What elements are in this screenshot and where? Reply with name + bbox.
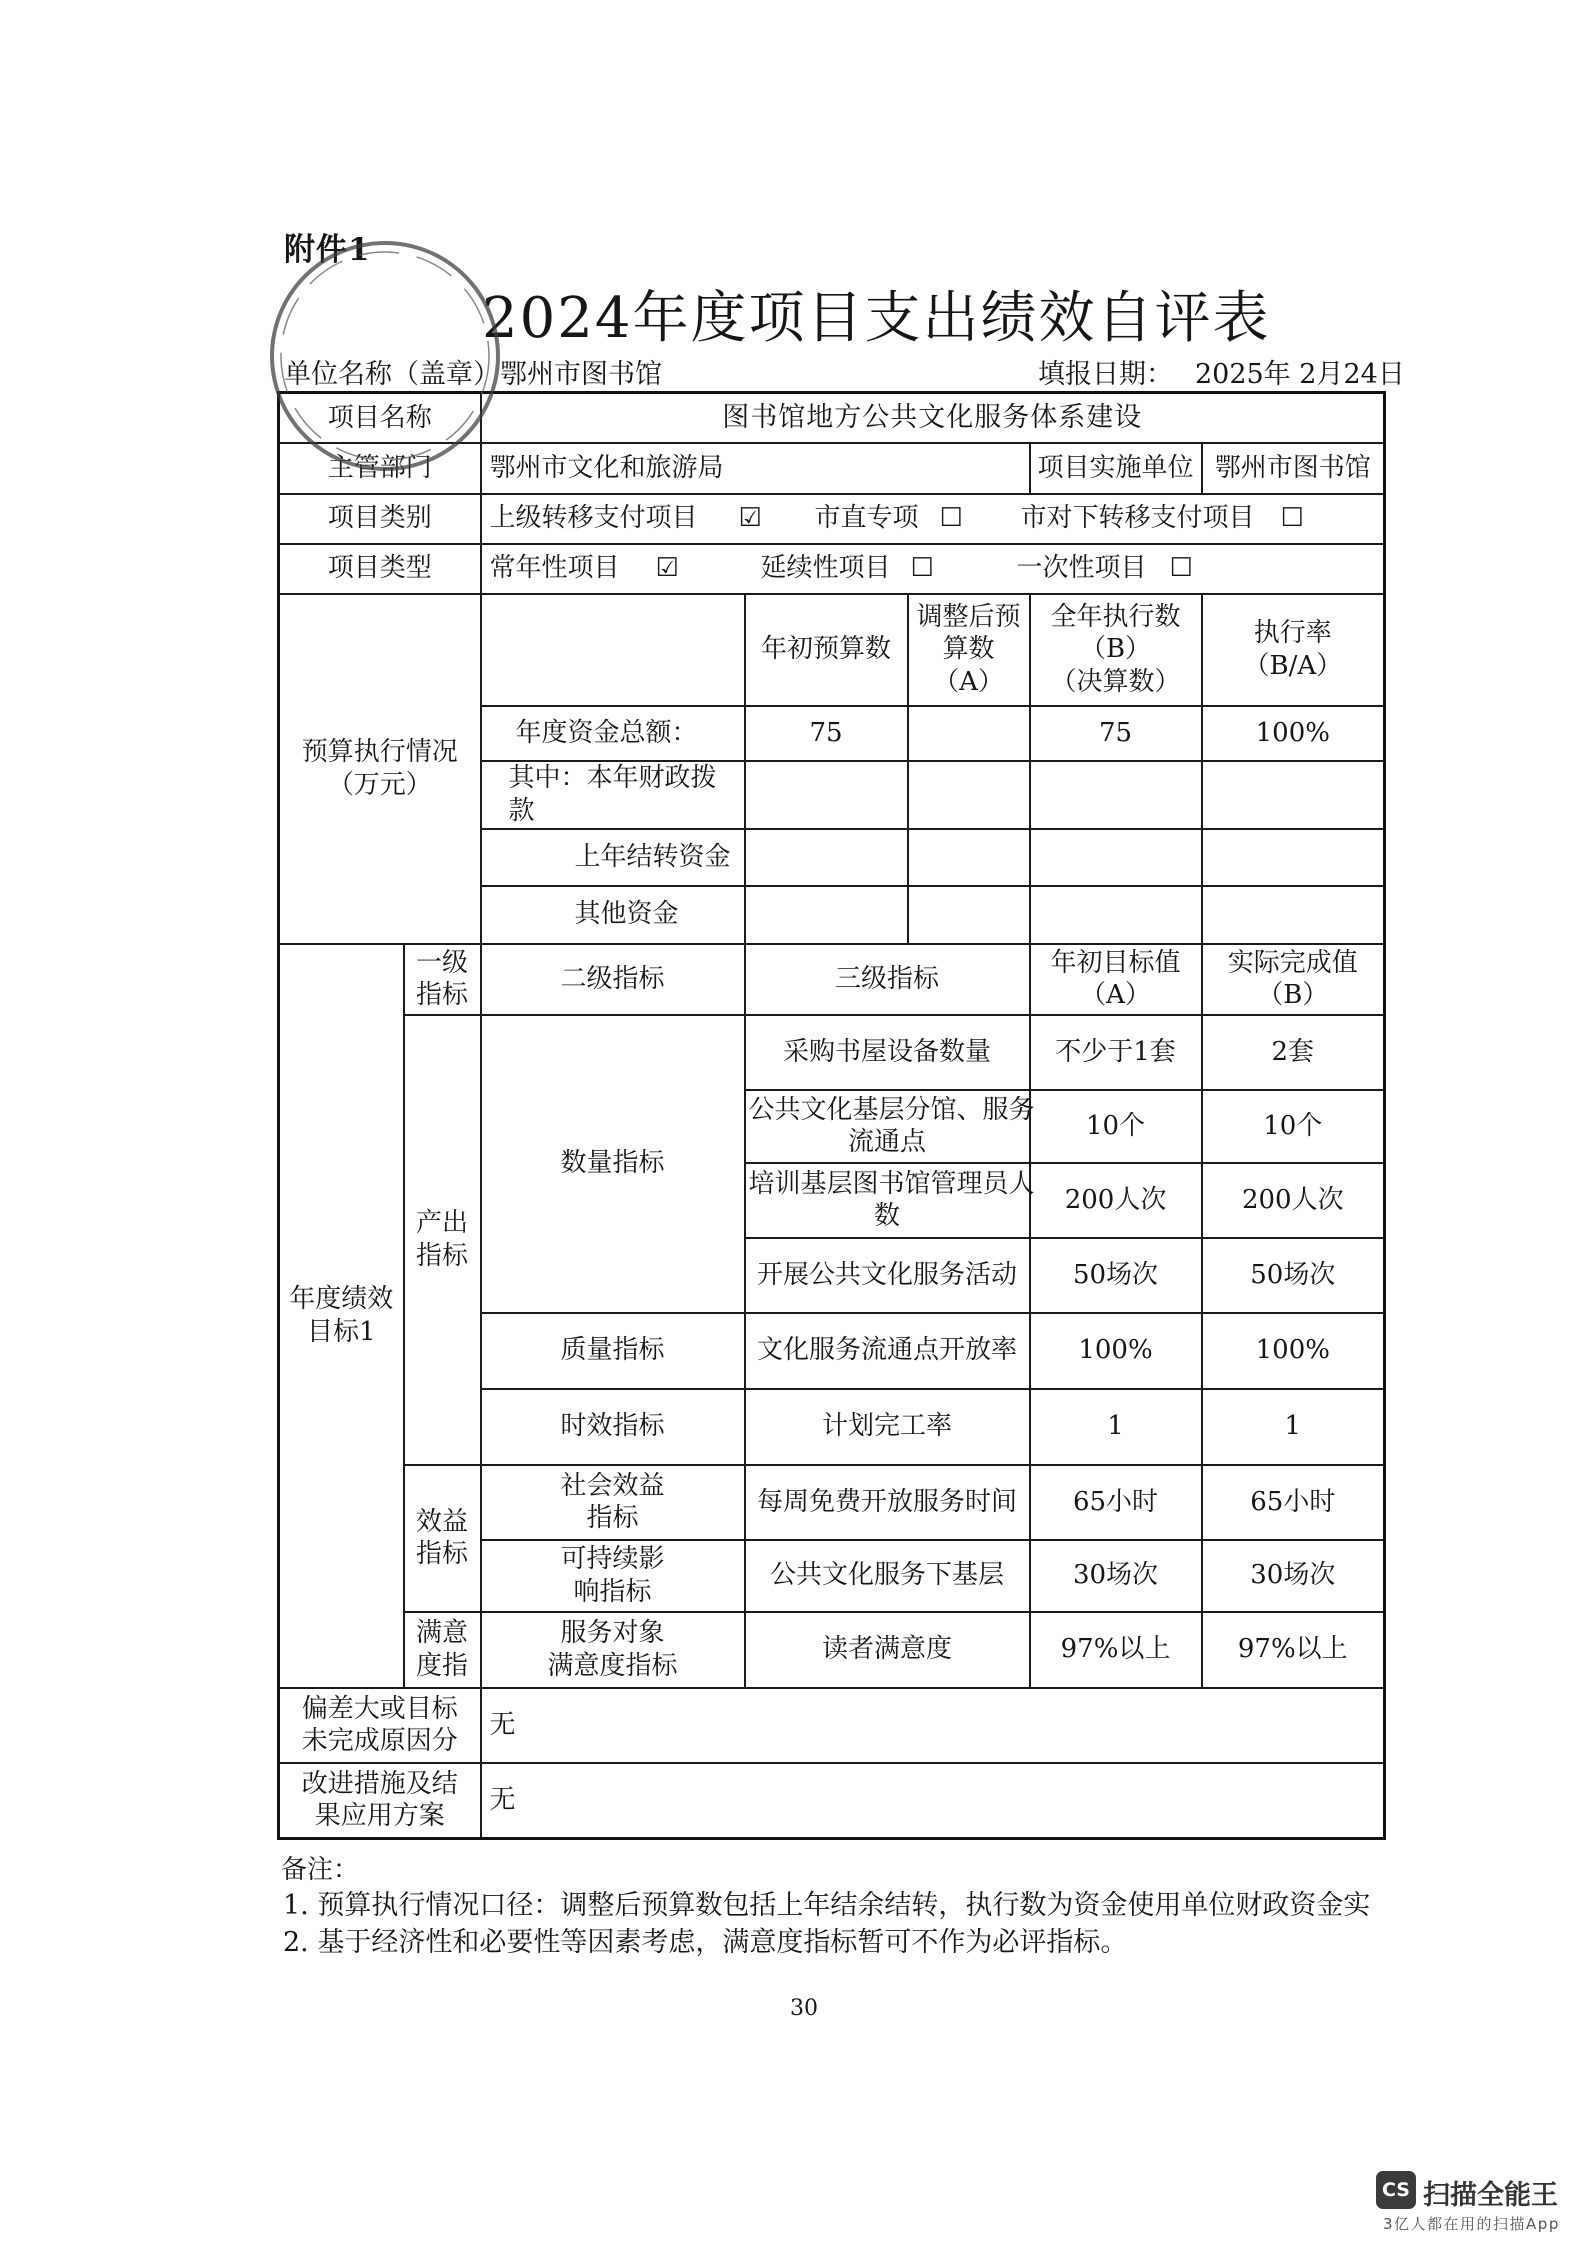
department-label: 主管部门 <box>279 443 481 494</box>
unit-label: 单位名称（盖章） <box>284 359 500 390</box>
label-line: 果应用方案 <box>314 1801 445 1832</box>
target-value: 50场次 <box>1030 1238 1202 1313</box>
indicator-name <box>745 1090 1035 1163</box>
actual-value: 2套 <box>1202 1015 1385 1090</box>
improvement-value: 无 <box>481 1763 1385 1839</box>
quality-indicator-label: 质量指标 <box>481 1313 745 1389</box>
label-line: 满意 <box>416 1618 469 1648</box>
cell <box>745 829 908 886</box>
budget-label <box>279 594 481 944</box>
empty-box-icon: ☐ <box>910 553 934 583</box>
checked-box-icon: ☑ <box>738 503 762 533</box>
empty-box-icon: ☐ <box>1169 553 1193 583</box>
empty-box-icon: ☐ <box>939 503 963 533</box>
header-target <box>1030 944 1202 1015</box>
cell <box>1202 829 1385 886</box>
header-line: 一级 <box>416 947 469 978</box>
date-value: 2025年 2月24日 <box>1195 359 1405 390</box>
total-initial-value: 75 <box>745 706 908 761</box>
target-value: 65小时 <box>1030 1465 1202 1540</box>
header-line: （B） <box>1257 980 1329 1010</box>
header-line: 年初目标值 <box>1050 947 1181 978</box>
indicator-name <box>745 1163 1035 1238</box>
actual-value: 50场次 <box>1202 1238 1385 1313</box>
type-option-text: 常年性项目 <box>489 553 620 583</box>
label-line: 可持续影 <box>560 1544 665 1574</box>
page-title: 2024年度项目支出绩效自评表 <box>482 286 1271 351</box>
header-line: 全年执行数 <box>1050 601 1181 632</box>
header-adjusted-budget <box>908 594 1030 706</box>
page-number: 30 <box>790 1996 818 2021</box>
seal-inner-ring <box>281 252 489 460</box>
type-option-text: 一次性项目 <box>1016 553 1147 583</box>
deviation-label <box>279 1688 481 1763</box>
camscanner-logo-icon: CS <box>1376 2171 1416 2209</box>
header-execution-rate <box>1202 594 1385 706</box>
label-line: 改进措施及结 <box>301 1768 458 1799</box>
timeliness-indicator-label: 时效指标 <box>481 1389 745 1465</box>
indicator-name: 公共文化服务下基层 <box>745 1540 1030 1612</box>
satisfaction-indicator-label <box>404 1612 481 1688</box>
budget-label-line: 预算执行情况 <box>301 737 458 767</box>
header-line: 实际完成值 <box>1227 947 1358 978</box>
target-value: 不少于1套 <box>1030 1015 1202 1090</box>
actual-value: 100% <box>1202 1313 1385 1389</box>
other-funds-label: 其他资金 <box>481 886 745 944</box>
header-level1 <box>404 944 481 1015</box>
attachment-label: 附件1 <box>284 232 371 268</box>
date-label: 填报日期： <box>1038 359 1173 390</box>
label-line: 款 <box>508 795 535 826</box>
category-option-text: 市直专项 <box>814 503 919 533</box>
label-line: 年度绩效 <box>289 1284 394 1314</box>
header-line: 调整后预 <box>916 601 1021 632</box>
label-line: 未完成原因分 <box>301 1726 458 1756</box>
watermark-tagline: 3亿人都在用的扫描App <box>1383 2215 1560 2233</box>
row-performance-header <box>279 944 1385 1015</box>
implementer-label: 项目实施单位 <box>1030 443 1202 494</box>
target-value: 1 <box>1030 1389 1202 1465</box>
category-option-text: 上级转移支付项目 <box>489 503 698 533</box>
cell <box>1202 886 1385 944</box>
improvement-label <box>279 1763 481 1839</box>
social-benefit-label <box>481 1465 745 1540</box>
row-deviation <box>279 1688 1385 1763</box>
indicator-name: 计划完工率 <box>745 1389 1030 1465</box>
header-level2: 二级指标 <box>481 944 745 1015</box>
indicator-name: 读者满意度 <box>745 1612 1030 1688</box>
actual-value: 30场次 <box>1202 1540 1385 1612</box>
total-executed-value: 75 <box>1030 706 1202 761</box>
performance-label <box>279 944 404 1688</box>
cell <box>1030 886 1202 944</box>
budget-header-blank <box>481 594 745 706</box>
note-line: 1. 预算执行情况口径：调整后预算数包括上年结余结转，执行数为资金使用单位财政资金实 <box>283 1890 1371 1921</box>
cell <box>908 761 1030 829</box>
header-line: （A） <box>1080 980 1151 1010</box>
header-line: （A） <box>933 666 1004 697</box>
actual-value: 97%以上 <box>1202 1612 1385 1688</box>
total-funds-label: 年度资金总额： <box>481 706 745 761</box>
target-value: 10个 <box>1030 1090 1202 1163</box>
cell <box>745 886 908 944</box>
service-satisfaction-label <box>481 1612 745 1688</box>
label-line: 效益 <box>416 1506 469 1537</box>
label-line: 培训基层图书馆管理员人 <box>748 1168 1035 1199</box>
label-line: 服务对象 <box>560 1618 665 1648</box>
actual-value: 200人次 <box>1202 1163 1385 1238</box>
header-line: （B/A） <box>1243 650 1343 681</box>
target-value: 30场次 <box>1030 1540 1202 1612</box>
actual-value: 1 <box>1202 1389 1385 1465</box>
type-options <box>481 544 1385 594</box>
label-line: 产出 <box>416 1208 469 1238</box>
self-evaluation-table <box>277 391 1386 1840</box>
indicator-name: 每周免费开放服务时间 <box>745 1465 1030 1540</box>
cell <box>908 886 1030 944</box>
header-line: （B） <box>1079 634 1152 665</box>
label-line: 数 <box>874 1201 901 1231</box>
fiscal-appropriation-label <box>481 761 745 829</box>
official-seal <box>265 236 505 476</box>
quantity-indicator-label: 数量指标 <box>481 1015 745 1313</box>
category-label: 项目类别 <box>279 494 481 544</box>
header-line: （决算数） <box>1050 666 1181 697</box>
table-row <box>279 1612 1385 1688</box>
table-row <box>279 1015 1385 1090</box>
carryover-funds-label: 上年结转资金 <box>481 829 745 886</box>
sustainable-impact-label <box>481 1540 745 1612</box>
indicator-name: 采购书屋设备数量 <box>745 1015 1030 1090</box>
target-value: 100% <box>1030 1313 1202 1389</box>
category-option-text: 市对下转移支付项目 <box>1020 503 1255 533</box>
header-actual <box>1202 944 1385 1015</box>
budget-label-line: （万元） <box>327 769 432 800</box>
note-line: 2. 基于经济性和必要性等因素考虑，满意度指标暂可不作为必评指标。 <box>283 1927 1128 1958</box>
table-row <box>279 1465 1385 1540</box>
checked-box-icon: ☑ <box>655 553 679 583</box>
indicator-name: 开展公共文化服务活动 <box>745 1238 1030 1313</box>
type-option-text: 延续性项目 <box>760 553 891 583</box>
header-line: 算数 <box>942 634 995 665</box>
row-project-category <box>279 494 1385 544</box>
cell <box>1202 761 1385 829</box>
indicator-name: 文化服务流通点开放率 <box>745 1313 1030 1389</box>
label-line: 指标 <box>586 1503 639 1533</box>
label-line: 其中：本年财政拨 <box>508 763 717 793</box>
benefit-indicator-label <box>404 1465 481 1612</box>
label-line: 公共文化基层分馆、服务 <box>748 1094 1035 1125</box>
cell <box>1030 761 1202 829</box>
row-project-type <box>279 544 1385 594</box>
output-indicator-label <box>404 1015 481 1465</box>
label-line: 偏差大或目标 <box>301 1693 458 1724</box>
watermark-brand: 扫描全能王 <box>1423 2180 1558 2211</box>
label-line: 社会效益 <box>560 1470 665 1501</box>
unit-name: 鄂州市图书馆 <box>500 359 662 390</box>
department-value: 鄂州市文化和旅游局 <box>481 443 1030 494</box>
category-options <box>481 494 1385 544</box>
deviation-value: 无 <box>481 1688 1385 1763</box>
label-line: 响指标 <box>573 1576 652 1607</box>
header-line: 指标 <box>416 980 469 1010</box>
target-value: 97%以上 <box>1030 1612 1202 1688</box>
seal-ring <box>272 243 498 469</box>
label-line: 度指 <box>416 1650 469 1681</box>
label-line: 目标1 <box>306 1316 376 1347</box>
header-initial-budget: 年初预算数 <box>745 594 908 706</box>
fill-date-line <box>1038 352 1405 391</box>
label-line: 满意度指标 <box>547 1650 678 1681</box>
target-value: 200人次 <box>1030 1163 1202 1238</box>
project-name-value: 图书馆地方公共文化服务体系建设 <box>481 393 1385 443</box>
row-improvement <box>279 1763 1385 1839</box>
actual-value: 10个 <box>1202 1090 1385 1163</box>
actual-value: 65小时 <box>1202 1465 1385 1540</box>
row-budget-header <box>279 594 1385 706</box>
label-line: 指标 <box>416 1539 469 1569</box>
total-rate-value: 100% <box>1202 706 1385 761</box>
cell <box>1030 829 1202 886</box>
header-line: 执行率 <box>1253 618 1332 648</box>
cell <box>745 761 908 829</box>
type-label: 项目类型 <box>279 544 481 594</box>
implementer-value: 鄂州市图书馆 <box>1202 443 1385 494</box>
header-level3: 三级指标 <box>745 944 1030 1015</box>
label-line: 指标 <box>416 1240 469 1271</box>
notes-title: 备注： <box>281 1855 360 1885</box>
cell <box>908 829 1030 886</box>
project-name-label: 项目名称 <box>279 393 481 443</box>
header-executed <box>1030 594 1202 706</box>
empty-box-icon: ☐ <box>1280 503 1304 533</box>
total-adjusted-value <box>908 706 1030 761</box>
label-line: 流通点 <box>848 1127 927 1157</box>
